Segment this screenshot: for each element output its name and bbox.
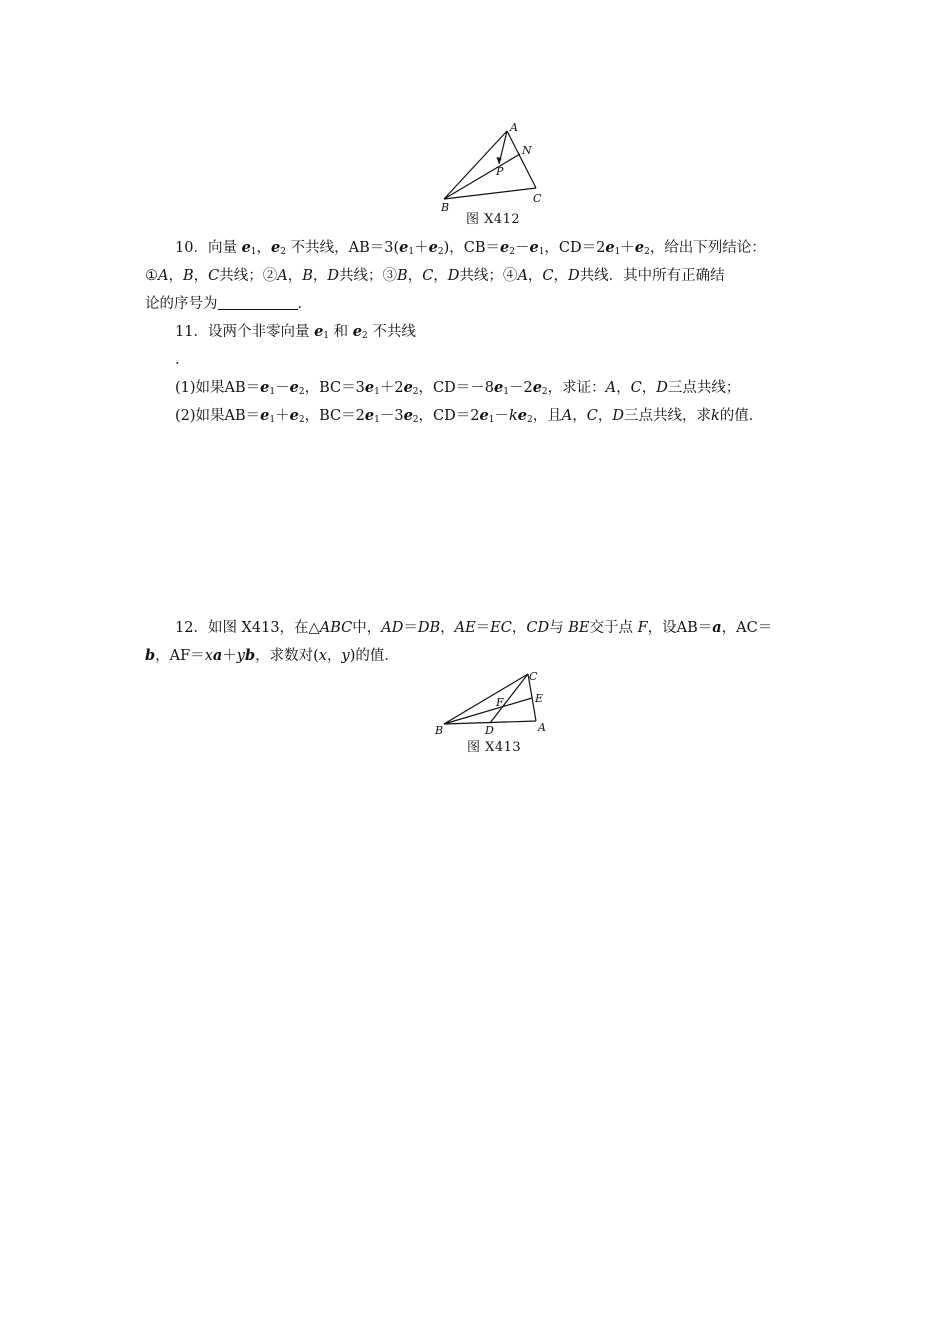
label-B2: B: [435, 724, 444, 737]
question-11-intro: 11．设两个非零向量 $e_1$ 和 $e_2$ 不共线: [175, 323, 416, 341]
question-11-part-2: (2)如果$AB=e_1+e_2$，$BC=2e_1-3e_2$，$CD=2e_1-ke_2$，且A，C，D三点共线，求k的值．: [175, 407, 764, 425]
question-11-part-1: (1)如果$AB=e_1-e_2$，$BC=3e_1+2e_2$，$CD=-8e_1-2e_2$，求证：A，C，D三点共线；: [175, 379, 741, 397]
triangle-abc-diagram-2: [430, 668, 560, 738]
question-11-dot: .: [175, 352, 180, 368]
label-B: B: [441, 201, 450, 214]
label-N: N: [522, 144, 532, 157]
question-10-number: 10．: [175, 240, 208, 256]
label-C2: C: [529, 670, 538, 683]
label-C: C: [533, 192, 542, 205]
question-12-line-1: 12．如图 X413，在△ABC中，AD＝DB，AE＝EC，CD与 BE交于点 F，设AB＝a，AC＝: [175, 619, 773, 636]
question-10-line-2: ①A，B，C共线；②A，B，D共线；③B，C，D共线；④A，C，D共线．其中所有正确结: [145, 268, 725, 284]
question-12-line-2: b，AF＝xa＋yb，求数对(x，y)的值．: [145, 647, 399, 664]
label-E: E: [535, 692, 544, 705]
figure-x413: [430, 668, 560, 738]
triangle-abc-diagram-1: [430, 118, 560, 218]
figure-caption-x412: 图 X412: [466, 212, 521, 227]
question-10-line-3: 论的序号为 ．: [145, 296, 312, 312]
label-F: F: [496, 696, 504, 709]
label-A2: A: [538, 721, 546, 734]
answer-blank[interactable]: [218, 295, 298, 310]
figure-x412: [430, 118, 560, 218]
figure-caption-x413: 图 X413: [467, 740, 522, 755]
label-D: D: [485, 724, 494, 737]
label-A: A: [510, 121, 518, 134]
label-P: P: [496, 165, 504, 178]
question-10-line-1: 10．向量 $e_1$，$e_2$ 不共线，$AB=3(e_1+e_2)$，$CB=e_2-e_1$，$CD=2e_1+e_2$，给出下列结论：: [175, 239, 766, 257]
